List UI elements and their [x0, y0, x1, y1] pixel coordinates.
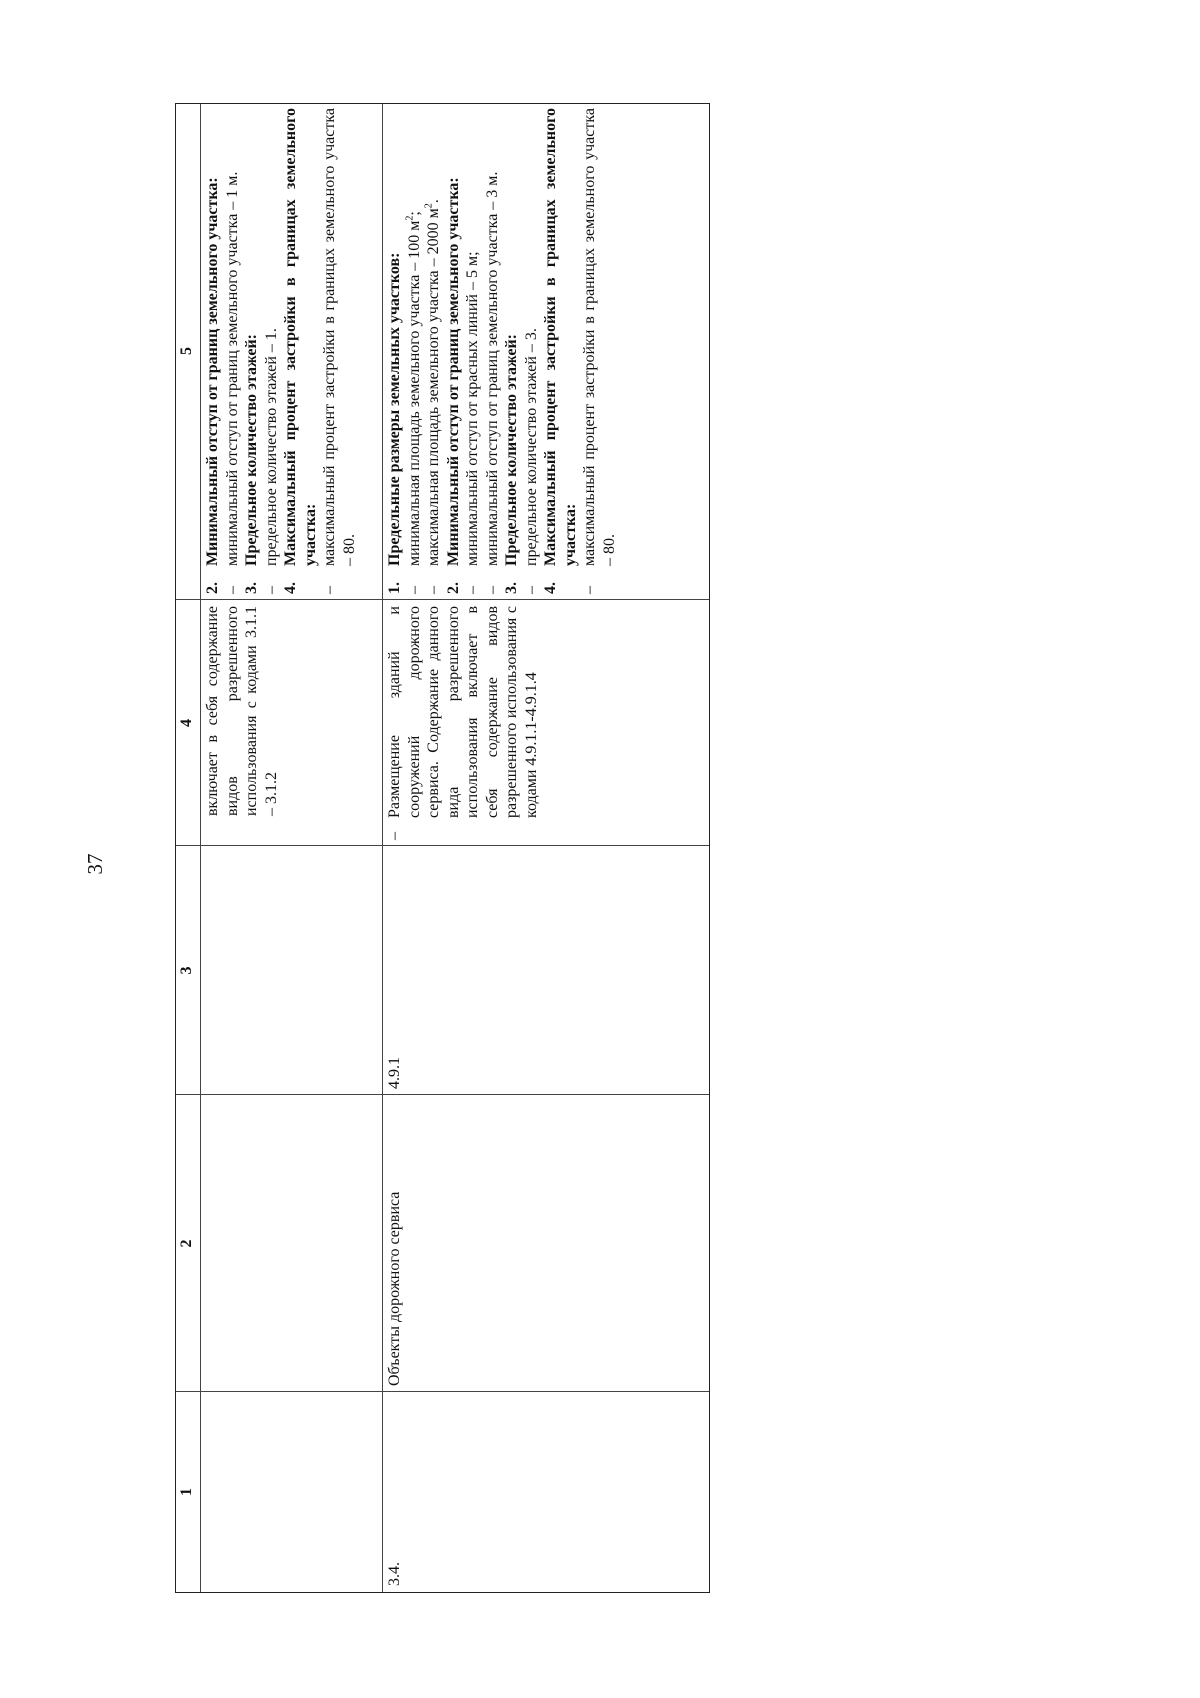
- param-line: – максимальный процент застройки в границах земельного участка – 80.: [581, 108, 618, 594]
- param-line: 2. Минимальный отступ от границ земельного участка:: [204, 177, 221, 594]
- description-dash: –: [386, 832, 403, 840]
- header-col-4: 4: [178, 719, 195, 727]
- param-line: 2. Минимальный отступ от границ земельного участка:: [444, 177, 462, 594]
- param-line: – предельное количество этажей – 1.: [262, 328, 280, 594]
- description-text: Размещение зданий и сооружений дорожного сервиса. Содержание данного вида разрешенного использования включает в себя содержание видов разрешенного использования с кодами 4.9.1.1-4.9.1.4: [386, 606, 540, 818]
- header-col-5: 5: [178, 347, 195, 355]
- header-col-2: 2: [178, 1239, 195, 1248]
- param-line: – минимальный отступ от границ земельного участка – 3 м.: [483, 171, 501, 594]
- param-line: 4. Максимальный процент застройки в границах земельного участка:: [542, 108, 579, 594]
- continuation-parameters: [200, 102, 382, 600]
- param-line: – минимальный отступ от красных линий – 5 м;: [464, 251, 481, 594]
- header-col-1: 1: [178, 1488, 195, 1496]
- land-use-code: 4.9.1: [386, 1057, 403, 1089]
- param-line: 4. Максимальный процент застройки в границах земельного участка:: [282, 108, 319, 594]
- land-use-name: Объекты дорожного сервиса: [386, 1191, 403, 1386]
- header-col-3: 3: [178, 966, 195, 975]
- param-line: 1. Предельные размеры земельных участков:: [386, 252, 403, 594]
- param-line: – минимальная площадь земельного участка – 100 $м^2$;: [404, 211, 423, 594]
- land-use-description: [382, 600, 711, 846]
- rotated-page-content: [175, 103, 710, 1593]
- param-line: – максимальная площадь земельного участка – 2000 $м^2$.: [423, 199, 442, 594]
- param-line: 3. Предельное количество этажей:: [243, 334, 260, 594]
- param-line: – предельное количество этажей – 3.: [522, 328, 540, 594]
- row-number: 3.4.: [386, 1562, 403, 1586]
- param-line: – минимальный отступ от границ земельного участка – 1 м.: [223, 171, 241, 594]
- page-number: 37: [83, 853, 107, 875]
- road-service-parameters: [382, 102, 711, 600]
- param-line: 3. Предельное количество этажей:: [503, 334, 520, 594]
- regulations-table: [175, 103, 710, 1593]
- continuation-description: включает в себя содержание видов разрешенного использования с кодами 3.1.1 – 3.1.2: [204, 606, 280, 816]
- param-line: – максимальный процент застройки в границах земельного участка – 80.: [321, 108, 358, 594]
